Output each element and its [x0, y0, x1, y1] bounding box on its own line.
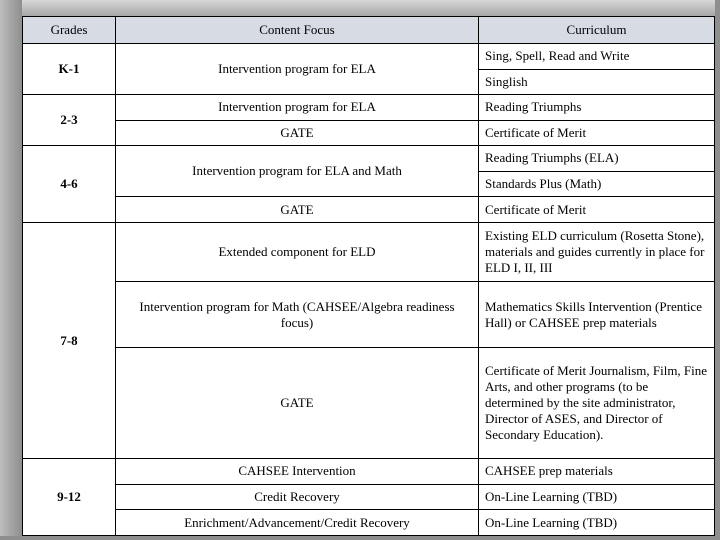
header-row — [23, 17, 715, 44]
curriculum-cell: Reading Triumphs — [479, 95, 715, 121]
focus-cell: GATE — [116, 197, 479, 223]
header-curriculum: Curriculum — [479, 17, 715, 44]
frame-edge-top — [0, 0, 720, 16]
curriculum-cell: Standards Plus (Math) — [479, 171, 715, 197]
curriculum-cell: Reading Triumphs (ELA) — [479, 146, 715, 172]
table-row — [23, 95, 715, 121]
table-row — [23, 348, 715, 459]
focus-cell: Extended component for ELD — [116, 222, 479, 282]
program-table — [22, 16, 715, 536]
curriculum-cell: Certificate of Merit — [479, 120, 715, 146]
header-grades: Grades — [23, 17, 116, 44]
table-row — [23, 459, 715, 485]
curriculum-cell: Singlish — [479, 69, 715, 95]
curriculum-cell: Certificate of Merit Journalism, Film, Fine Arts, and other programs (to be determined by the site administrator, Director of ASES, and Director of Secondary Education). — [479, 348, 715, 459]
curriculum-cell: On-Line Learning (TBD) — [479, 484, 715, 510]
curriculum-cell: CAHSEE prep materials — [479, 459, 715, 485]
table-row — [23, 282, 715, 348]
focus-cell: GATE — [116, 120, 479, 146]
table-row — [23, 197, 715, 223]
frame-edge-left — [0, 0, 22, 540]
grade-cell: 2-3 — [23, 95, 116, 146]
table-row — [23, 120, 715, 146]
grade-cell: 7-8 — [23, 222, 116, 458]
table-row — [23, 222, 715, 282]
focus-cell: Credit Recovery — [116, 484, 479, 510]
focus-cell: Intervention program for ELA — [116, 95, 479, 121]
table-row — [23, 44, 715, 70]
frame-edge-right — [715, 0, 720, 540]
focus-cell: Intervention program for ELA — [116, 44, 479, 95]
focus-cell: GATE — [116, 348, 479, 459]
grade-cell: 4-6 — [23, 146, 116, 223]
table-row — [23, 484, 715, 510]
table-row — [23, 510, 715, 536]
curriculum-cell: On-Line Learning (TBD) — [479, 510, 715, 536]
focus-cell: Enrichment/Advancement/Credit Recovery — [116, 510, 479, 536]
header-content-focus: Content Focus — [116, 17, 479, 44]
curriculum-cell: Sing, Spell, Read and Write — [479, 44, 715, 70]
curriculum-cell: Existing ELD curriculum (Rosetta Stone), materials and guides currently in place for ELD I, II, III — [479, 222, 715, 282]
focus-cell: Intervention program for ELA and Math — [116, 146, 479, 197]
table-row — [23, 146, 715, 172]
curriculum-cell: Mathematics Skills Intervention (Prentice Hall) or CAHSEE prep materials — [479, 282, 715, 348]
curriculum-cell: Certificate of Merit — [479, 197, 715, 223]
grade-cell: 9-12 — [23, 459, 116, 536]
grade-cell: K-1 — [23, 44, 116, 95]
focus-cell: CAHSEE Intervention — [116, 459, 479, 485]
focus-cell: Intervention program for Math (CAHSEE/Algebra readiness focus) — [116, 282, 479, 348]
frame-edge-bottom — [0, 536, 720, 540]
